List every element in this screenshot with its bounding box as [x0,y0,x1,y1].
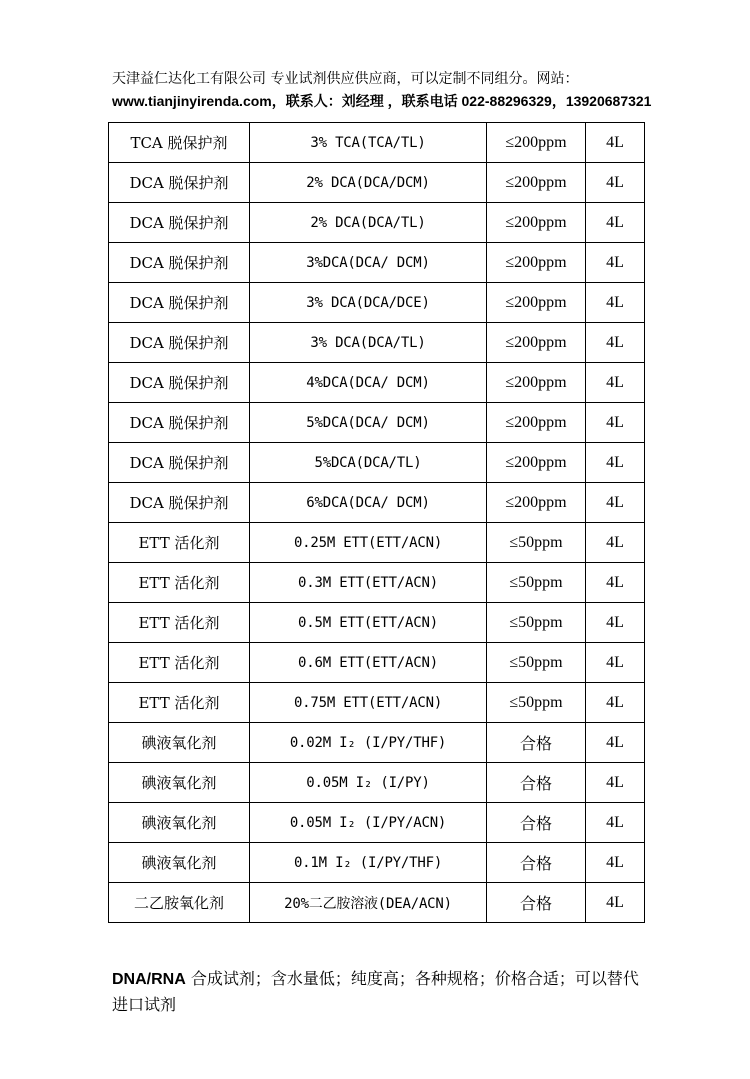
product-name: DCA 脱保护剂 [109,283,250,323]
company-intro: 天津益仁达化工有限公司 专业试剂供应供应商，可以定制不同组分。网站： [112,71,579,87]
table-row [109,483,645,523]
water-content: ≤200ppm [487,403,586,443]
contact-info: www.tianjinyirenda.com，联系人：刘经理 ，联系电话 022-88296329，13920687321 [112,93,652,109]
water-content: 合格 [487,883,586,923]
water-content: ≤50ppm [487,563,586,603]
water-content: ≤50ppm [487,523,586,563]
table-row [109,283,645,323]
package-volume: 4L [586,523,645,563]
package-volume: 4L [586,763,645,803]
package-volume: 4L [586,403,645,443]
table-row [109,443,645,483]
table-row [109,243,645,283]
package-volume: 4L [586,483,645,523]
table-row [109,363,645,403]
table-row [109,643,645,683]
product-name: DCA 脱保护剂 [109,443,250,483]
product-spec: 4%DCA(DCA/ DCM) [250,363,487,403]
product-spec: 3% DCA(DCA/DCE) [250,283,487,323]
water-content: ≤50ppm [487,683,586,723]
water-content: ≤200ppm [487,483,586,523]
product-summary [112,966,652,1017]
table-row [109,323,645,363]
product-name: DCA 脱保护剂 [109,243,250,283]
package-volume: 4L [586,283,645,323]
package-volume: 4L [586,203,645,243]
table-row [109,603,645,643]
water-content: ≤200ppm [487,163,586,203]
package-volume: 4L [586,803,645,843]
package-volume: 4L [586,443,645,483]
water-content: ≤200ppm [487,123,586,163]
package-volume: 4L [586,243,645,283]
water-content: ≤200ppm [487,203,586,243]
product-spec: 0.1M I₂ (I/PY/THF) [250,843,487,883]
product-spec: 20%二乙胺溶液(DEA/ACN) [250,883,487,923]
package-volume: 4L [586,363,645,403]
table-row [109,803,645,843]
water-content: 合格 [487,723,586,763]
product-spec: 2% DCA(DCA/TL) [250,203,487,243]
product-spec: 5%DCA(DCA/TL) [250,443,487,483]
product-table-body [109,123,645,923]
product-name: ETT 活化剂 [109,643,250,683]
page-header [112,68,672,112]
product-spec: 2% DCA(DCA/DCM) [250,163,487,203]
product-name: TCA 脱保护剂 [109,123,250,163]
product-name: DCA 脱保护剂 [109,483,250,523]
package-volume: 4L [586,563,645,603]
product-spec: 0.3M ETT(ETT/ACN) [250,563,487,603]
product-name: ETT 活化剂 [109,603,250,643]
product-spec: 0.05M I₂ (I/PY) [250,763,487,803]
product-table [108,122,645,923]
product-spec: 0.75M ETT(ETT/ACN) [250,683,487,723]
product-name: DCA 脱保护剂 [109,203,250,243]
product-spec: 3%DCA(DCA/ DCM) [250,243,487,283]
water-content: ≤50ppm [487,603,586,643]
package-volume: 4L [586,723,645,763]
product-name: DCA 脱保护剂 [109,403,250,443]
water-content: ≤200ppm [487,323,586,363]
package-volume: 4L [586,683,645,723]
table-row [109,523,645,563]
water-content: ≤200ppm [487,283,586,323]
water-content: 合格 [487,843,586,883]
package-volume: 4L [586,323,645,363]
table-row [109,403,645,443]
water-content: 合格 [487,803,586,843]
package-volume: 4L [586,163,645,203]
table-row [109,723,645,763]
product-name: ETT 活化剂 [109,683,250,723]
package-volume: 4L [586,123,645,163]
product-name: 碘液氧化剂 [109,763,250,803]
product-spec: 5%DCA(DCA/ DCM) [250,403,487,443]
product-spec: 0.02M I₂ (I/PY/THF) [250,723,487,763]
product-name: 碘液氧化剂 [109,803,250,843]
product-name: 碘液氧化剂 [109,843,250,883]
product-name: DCA 脱保护剂 [109,163,250,203]
package-volume: 4L [586,643,645,683]
water-content: ≤200ppm [487,443,586,483]
product-name: DCA 脱保护剂 [109,323,250,363]
product-name: 二乙胺氧化剂 [109,883,250,923]
water-content: 合格 [487,763,586,803]
table-row [109,203,645,243]
product-spec: 0.25M ETT(ETT/ACN) [250,523,487,563]
water-content: ≤200ppm [487,363,586,403]
table-row [109,883,645,923]
water-content: ≤50ppm [487,643,586,683]
table-row [109,123,645,163]
table-row [109,163,645,203]
product-summary-text: 合成试剂；含水量低；纯度高；各种规格；价格合适；可以替代进口试剂 [112,969,639,1014]
product-name: ETT 活化剂 [109,523,250,563]
product-name: ETT 活化剂 [109,563,250,603]
package-volume: 4L [586,883,645,923]
product-name: 碘液氧化剂 [109,723,250,763]
product-spec: 3% DCA(DCA/TL) [250,323,487,363]
product-spec: 3% TCA(TCA/TL) [250,123,487,163]
table-row [109,843,645,883]
package-volume: 4L [586,843,645,883]
water-content: ≤200ppm [487,243,586,283]
table-row [109,683,645,723]
table-row [109,763,645,803]
product-summary-lead: DNA/RNA [112,971,186,988]
product-spec: 0.6M ETT(ETT/ACN) [250,643,487,683]
product-spec: 6%DCA(DCA/ DCM) [250,483,487,523]
product-name: DCA 脱保护剂 [109,363,250,403]
product-spec: 0.05M I₂ (I/PY/ACN) [250,803,487,843]
product-spec: 0.5M ETT(ETT/ACN) [250,603,487,643]
package-volume: 4L [586,603,645,643]
table-row [109,563,645,603]
